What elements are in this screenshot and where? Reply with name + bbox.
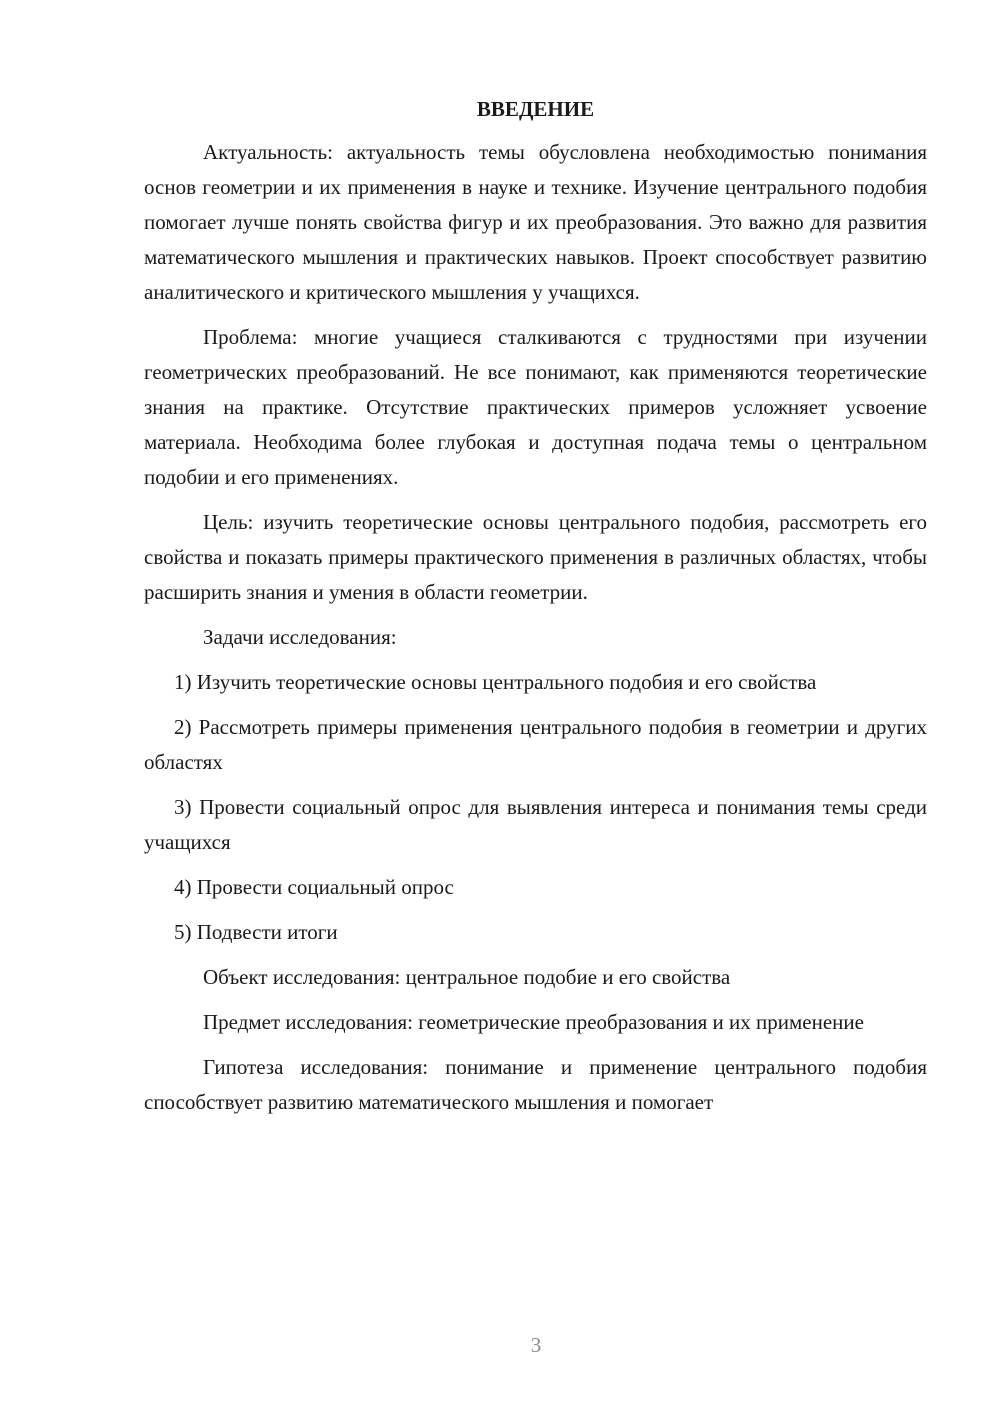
paragraph-relevance: Актуальность: актуальность темы обусловлена необходимостью понимания основ геометрии и их применения в науке и технике. Изучение центрального подобия помогает лучше понять свойства фигур и их преобразования. Это важно для развития математического мышления и практических навыков. Проект способствует развитию аналитического и критического мышления у учащихся. (144, 140, 927, 304)
paragraph-goal: Цель: изучить теоретические основы центрального подобия, рассмотреть его свойства и показать примеры практического применения в различных областях, чтобы расширить знания и умения в области геометрии. (144, 510, 927, 604)
page-number: 3 (530, 1333, 542, 1357)
task-item-2: 2) Рассмотреть примеры применения центрального подобия в геометрии и других областях (144, 715, 927, 774)
paragraph-tasks-title: Задачи исследования: (203, 625, 397, 649)
section-heading: ВВЕДЕНИЕ (476, 97, 595, 121)
paragraph-problem: Проблема: многие учащиеся сталкиваются с трудностями при изучении геометрических преобразований. Не все понимают, как применяются теоретические знания на практике. Отсутствие практических примеров усложняет усвоение материала. Необходима более глубокая и доступная подача темы о центральном подобии и его применениях. (144, 325, 927, 489)
task-item-3: 3) Провести социальный опрос для выявления интереса и понимания темы среди учащихся (144, 795, 927, 854)
document-page (144, 92, 927, 1130)
task-item-5: 5) Подвести итоги (174, 920, 338, 944)
task-item-4: 4) Провести социальный опрос (174, 875, 454, 899)
task-item-1: 1) Изучить теоретические основы центрального подобия и его свойства (174, 670, 817, 694)
paragraph-hypothesis: Гипотеза исследования: понимание и применение центрального подобия способствует развитию математического мышления и помогает (144, 1055, 927, 1114)
paragraph-object: Объект исследования: центральное подобие и его свойства (203, 965, 731, 989)
paragraph-subject: Предмет исследования: геометрические преобразования и их применение (203, 1010, 864, 1034)
